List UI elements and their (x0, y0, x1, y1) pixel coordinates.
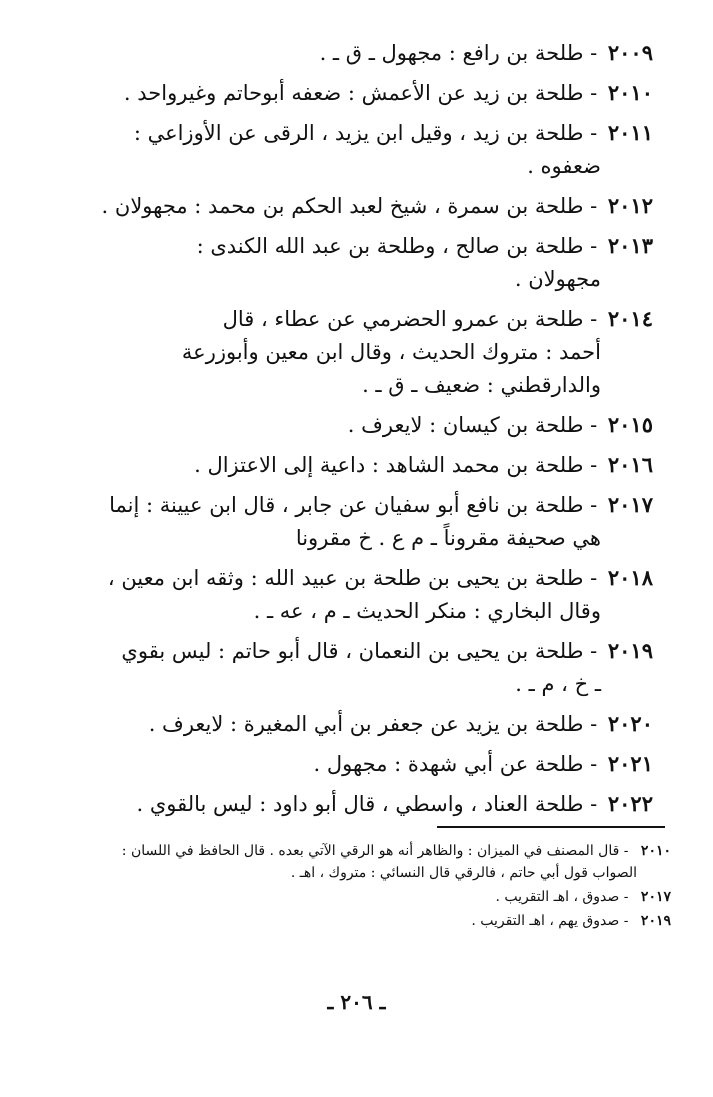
entry-text: - طلحة بن زيد ، وقيل ابن يزيد ، الرقى عن الأوزاعي : (133, 121, 598, 145)
entry-text: - طلحة بن سمرة ، شيخ لعبد الحكم بن محمد : مجهولان . (101, 194, 598, 218)
entry-2019 (53, 634, 653, 701)
entry-2022 (53, 787, 653, 821)
entry-number: ٢٠٠٩ (607, 40, 653, 65)
entry-continuation: ضعفوه . (527, 154, 601, 178)
entry-number: ٢٠١١ (607, 120, 653, 145)
footnote-number: ٢٠١٧ (640, 889, 671, 905)
entry-2021 (53, 747, 653, 781)
page-number: ـ ٢٠٦ ـ (327, 990, 386, 1014)
footnote-text: - صدوق ، اهـ التقريب . (495, 889, 629, 905)
entry-2010 (53, 76, 653, 110)
entry-text: - طلحة بن محمد الشاهد : داعية إلى الاعتزال . (194, 453, 598, 477)
entry-number: ٢٠١٦ (607, 452, 653, 477)
entry-2009 (53, 36, 653, 70)
entry-number: ٢٠١٢ (607, 193, 653, 218)
entry-text: - طلحة بن يحيى بن النعمان ، قال أبو حاتم : ليس بقوي (121, 639, 598, 663)
entry-text: - طلحة بن يحيى بن طلحة بن عبيد الله : وثقه ابن معين ، (107, 566, 598, 590)
entry-continuation: والدارقطني : ضعيف ـ ق ـ . (362, 373, 601, 397)
entries-list (53, 36, 653, 827)
entry-continuation: مجهولان . (514, 267, 601, 291)
entry-number: ٢٠٢١ (607, 751, 653, 776)
entry-text: - طلحة بن يزيد عن جعفر بن أبي المغيرة : لايعرف . (148, 712, 598, 736)
entry-text: - طلحة عن أبي شهدة : مجهول . (313, 752, 598, 776)
entry-number: ٢٠١٥ (607, 412, 653, 437)
entry-2015 (53, 408, 653, 442)
entry-text: - طلحة العناد ، واسطي ، قال أبو داود : ليس بالقوي . (136, 792, 598, 816)
entry-continuation: هي صحيفة مقروناً ـ م ع . خ مقرونا (295, 526, 601, 550)
entry-number: ٢٠٢٠ (607, 711, 653, 736)
footnote-2017 (31, 886, 671, 908)
entry-number: ٢٠١٠ (607, 80, 653, 105)
entry-2017 (53, 488, 653, 555)
entry-2012 (53, 189, 653, 223)
entry-text: - طلحة بن كيسان : لايعرف . (347, 413, 598, 437)
entry-text: - طلحة بن عمرو الحضرمي عن عطاء ، قال (222, 307, 598, 331)
footnote-number: ٢٠١٠ (640, 843, 671, 859)
entry-text: - طلحة بن صالح ، وطلحة بن عبد الله الكندى : (196, 234, 598, 258)
entry-number: ٢٠١٣ (607, 233, 653, 258)
entry-continuation: ـ خ ، م ـ . (515, 672, 601, 696)
footnote-continuation: الصواب قول أبي حاتم ، فالرقي قال النسائي : متروك ، اهـ . (290, 865, 637, 881)
entry-2020 (53, 707, 653, 741)
entry-continuation: وقال البخاري : منكر الحديث ـ م ، عه ـ . (253, 599, 601, 623)
footnote-2019 (31, 910, 671, 932)
entry-number: ٢٠١٨ (607, 565, 653, 590)
footnotes-list (31, 840, 671, 934)
entry-text: - طلحة بن زيد عن الأعمش : ضعفه أبوحاتم وغيرواحد . (123, 81, 598, 105)
footnote-separator (437, 826, 665, 828)
entry-number: ٢٠١٤ (607, 306, 653, 331)
footnote-2010 (31, 840, 671, 884)
entry-text: - طلحة بن نافع أبو سفيان عن جابر ، قال ابن عيينة : إنما (109, 493, 598, 517)
entry-number: ٢٠١٩ (607, 638, 653, 663)
entry-2018 (53, 561, 653, 628)
entry-number: ٢٠٢٢ (607, 791, 653, 816)
footnote-text: - صدوق يهم ، اهـ التقريب . (471, 913, 629, 929)
footnote-number: ٢٠١٩ (640, 913, 671, 929)
entry-continuation: أحمد : متروك الحديث ، وقال ابن معين وأبوزرعة (181, 340, 601, 364)
entry-text: - طلحة بن رافع : مجهول ـ ق ـ . (319, 41, 598, 65)
footnote-text: - قال المصنف في الميزان : والظاهر أنه هو الرقي الآتي بعده . قال الحافظ في اللسان : (121, 843, 629, 859)
entry-number: ٢٠١٧ (607, 492, 653, 517)
entry-2014 (53, 302, 653, 402)
entry-2011 (53, 116, 653, 183)
entry-2016 (53, 448, 653, 482)
entry-2013 (53, 229, 653, 296)
